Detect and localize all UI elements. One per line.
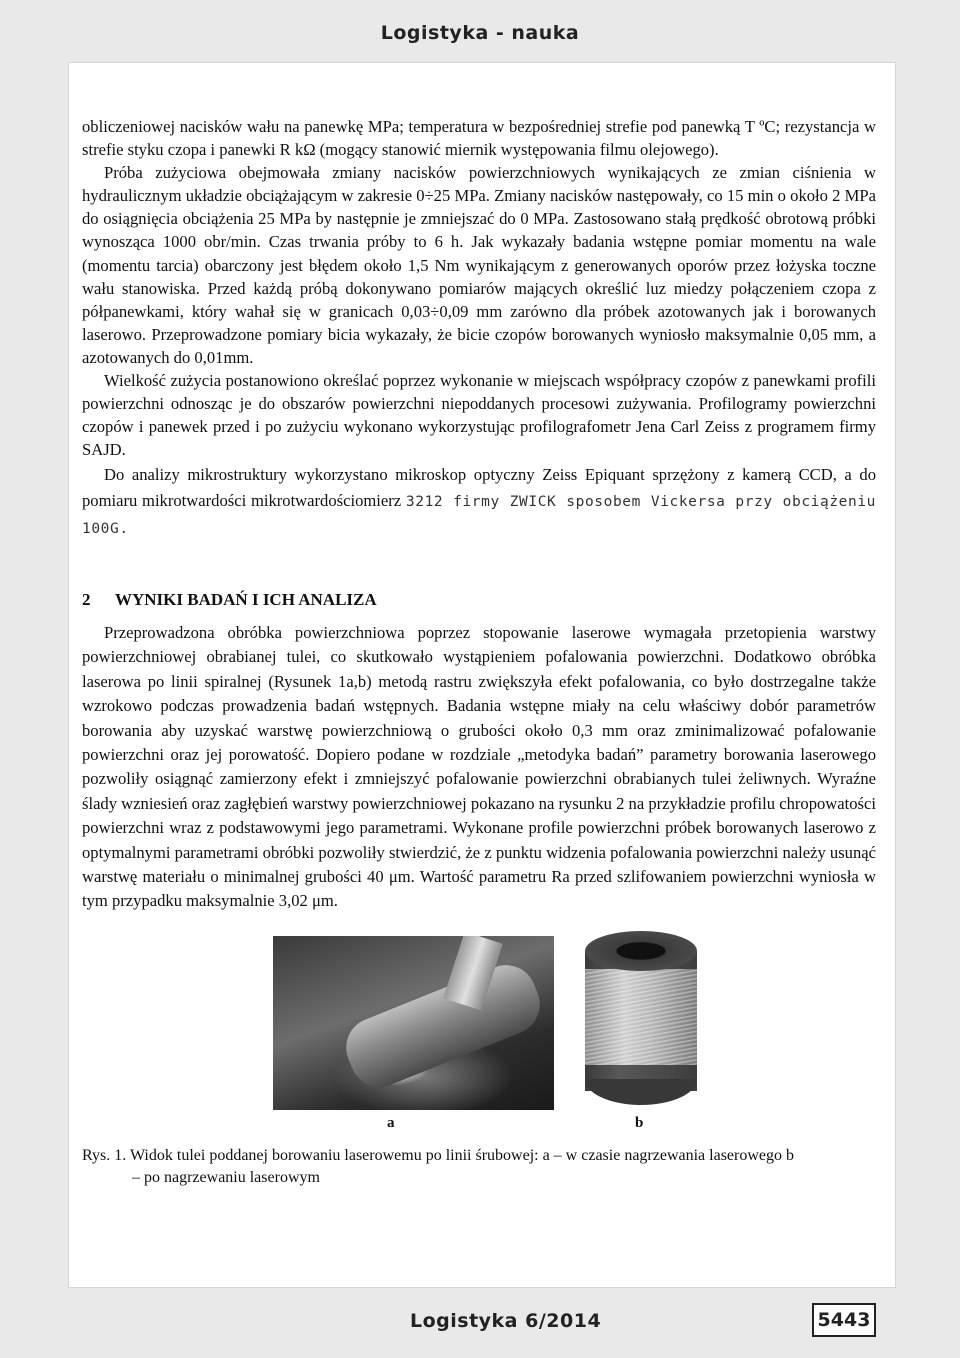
figure-1a-photo: [273, 936, 554, 1110]
figure-caption: [82, 1145, 876, 1189]
figure-caption-line2: – po nagrzewaniu laserowym: [132, 1169, 320, 1186]
figure-caption-line1: Rys. 1. Widok tulei poddanej borowaniu laserowemu po linii śrubowej: a – w czasie nagrzewania laserowego b: [82, 1147, 795, 1164]
page-content: [68, 62, 896, 1288]
journal-header: Logistyka - nauka: [380, 22, 580, 44]
paragraph-wear-measure: Wielkość zużycia postanowiono określać poprzez wykonanie w miejscach współpracy czopów z panewkami profili powierzchni odnosząc je do obszarów powierzchni niepoddanych procesowi zużywania. Profilogramy powierzchni czopów i panewek przed i po zużyciu wykonano wykorzystując profilografometr Jena Carl Zeiss z programem firmy SAJD.: [82, 371, 876, 460]
figure-1b-borided-band: [585, 969, 697, 1065]
footer-journal-issue: Logistyka 6/2014: [410, 1310, 602, 1332]
body-text-top: [82, 115, 876, 542]
figure-label-b: b: [635, 1115, 644, 1131]
paragraph-microstructure: [82, 462, 876, 542]
figure-1a-shaft: [337, 956, 549, 1096]
figure-1b-sleeve-top: [585, 931, 697, 971]
figure-1b-photo: [581, 931, 701, 1111]
section-number: 2: [82, 590, 91, 609]
paragraph-results: Przeprowadzona obróbka powierzchniowa poprzez stopowanie laserowe wymagała przetopienia warstwy powierzchniowej obrabianej tulei, co skutkowało wystąpieniem pofalowania powierzchni. Dodatkowo obróbka laserowa po linii spiralnej (Rysunek 1a,b) metodą rastru zwiększyła efekt pofalowania, co było dostrzegalne także wzrokowo podczas prowadzenia badań wstępnych. Badania wstępne miały na celu właściwy dobór parametrów borowania aby uzyskać warstwę powierzchniową o grubości około 0,3 mm oraz zminimalizować pofalowanie powierzchni oraz jej porowatość. Dopiero podane w rozdziale „metodyka badań” parametry borowania laserowego pozwoliły osiągnąć zamierzony efekt i zmniejszyć pofalowanie powierzchni obrabianych tulei żeliwnych. Wyraźne ślady wzniesień oraz zagłębień warstwy powierzchniowej pokazano na rysunku 2 na przykładzie profilu chropowatości powierzchni wraz z podstawowymi jego parametrami. Wykonane profile powierzchni próbek borowanych laserowo z optymalnymi parametrami obróbki pozwoliły stwierdzić, że z punktu widzenia pofalowania powierzchni należy usunąć warstwę materiału o minimalnej grubości 40 μm. Wartość parametru Ra przed szlifowaniem powierzchni wyniosła w tym przypadku maksymalnie 3,02 μm.: [82, 623, 876, 911]
figure-label-a: a: [387, 1115, 395, 1131]
section-heading: [82, 588, 876, 611]
microstructure-mono-text: 3212 firmy ZWICK sposobem Vickersa przy obciążeniu 100G.: [82, 494, 876, 538]
paragraph-intro-continued: obliczeniowej nacisków wału na panewkę MPa; temperatura w bezpośredniej strefie pod panewką T ºC; rezystancja w strefie styku czopa i panewki R kΩ (mogący stanowić miernik występowania filmu olejowego).: [82, 117, 876, 160]
figure-1b-sleeve-bottom: [585, 1079, 697, 1105]
body-text-results: [82, 621, 876, 914]
section-title: WYNIKI BADAŃ I ICH ANALIZA: [115, 590, 377, 609]
microstructure-text: Do analizy mikrostruktury wykorzystano mikroskop optyczny Zeiss Epiquant sprzężony z kamerą CCD, a do pomiaru mikrotwardości mikrotwardościomierz: [82, 465, 876, 511]
paragraph-wear-test: Próba zużyciowa obejmowała zmiany nacisków powierzchniowych wynikających ze zmian ciśnienia w hydraulicznym układzie obciążającym w zakresie 0÷25 MPa. Zmiany nacisków następowały, co 15 min o około 2 MPa do osiągnięcia obciążenia 25 MPa by następnie je zmniejszać do 0 MPa. Zastosowano stałą prędkość obrotową próbki wynosząca 1000 obr/min. Czas trwania próby to 6 h. Jak wykazały badania wstępne pomiar momentu na wale (momentu tarcia) obarczony jest błędem około 1,5 Nm wynikającym z generowanych oporów przez łożyska toczne wału stanowiska. Przed każdą próbą dokonywano pomiarów mających określić luz miedzy połączeniem czopa z półpanewkami, który wahał się w granicach 0,03÷0,09 mm zarówno dla próbek azotowanych jak i borowanych laserowo. Przeprowadzone pomiary bicia wykazały, że bicie czopów borowanych wyniosło maksymalnie 0,05 mm, a azotowanych do 0,01mm.: [82, 163, 876, 367]
page-number: 5443: [812, 1303, 876, 1337]
